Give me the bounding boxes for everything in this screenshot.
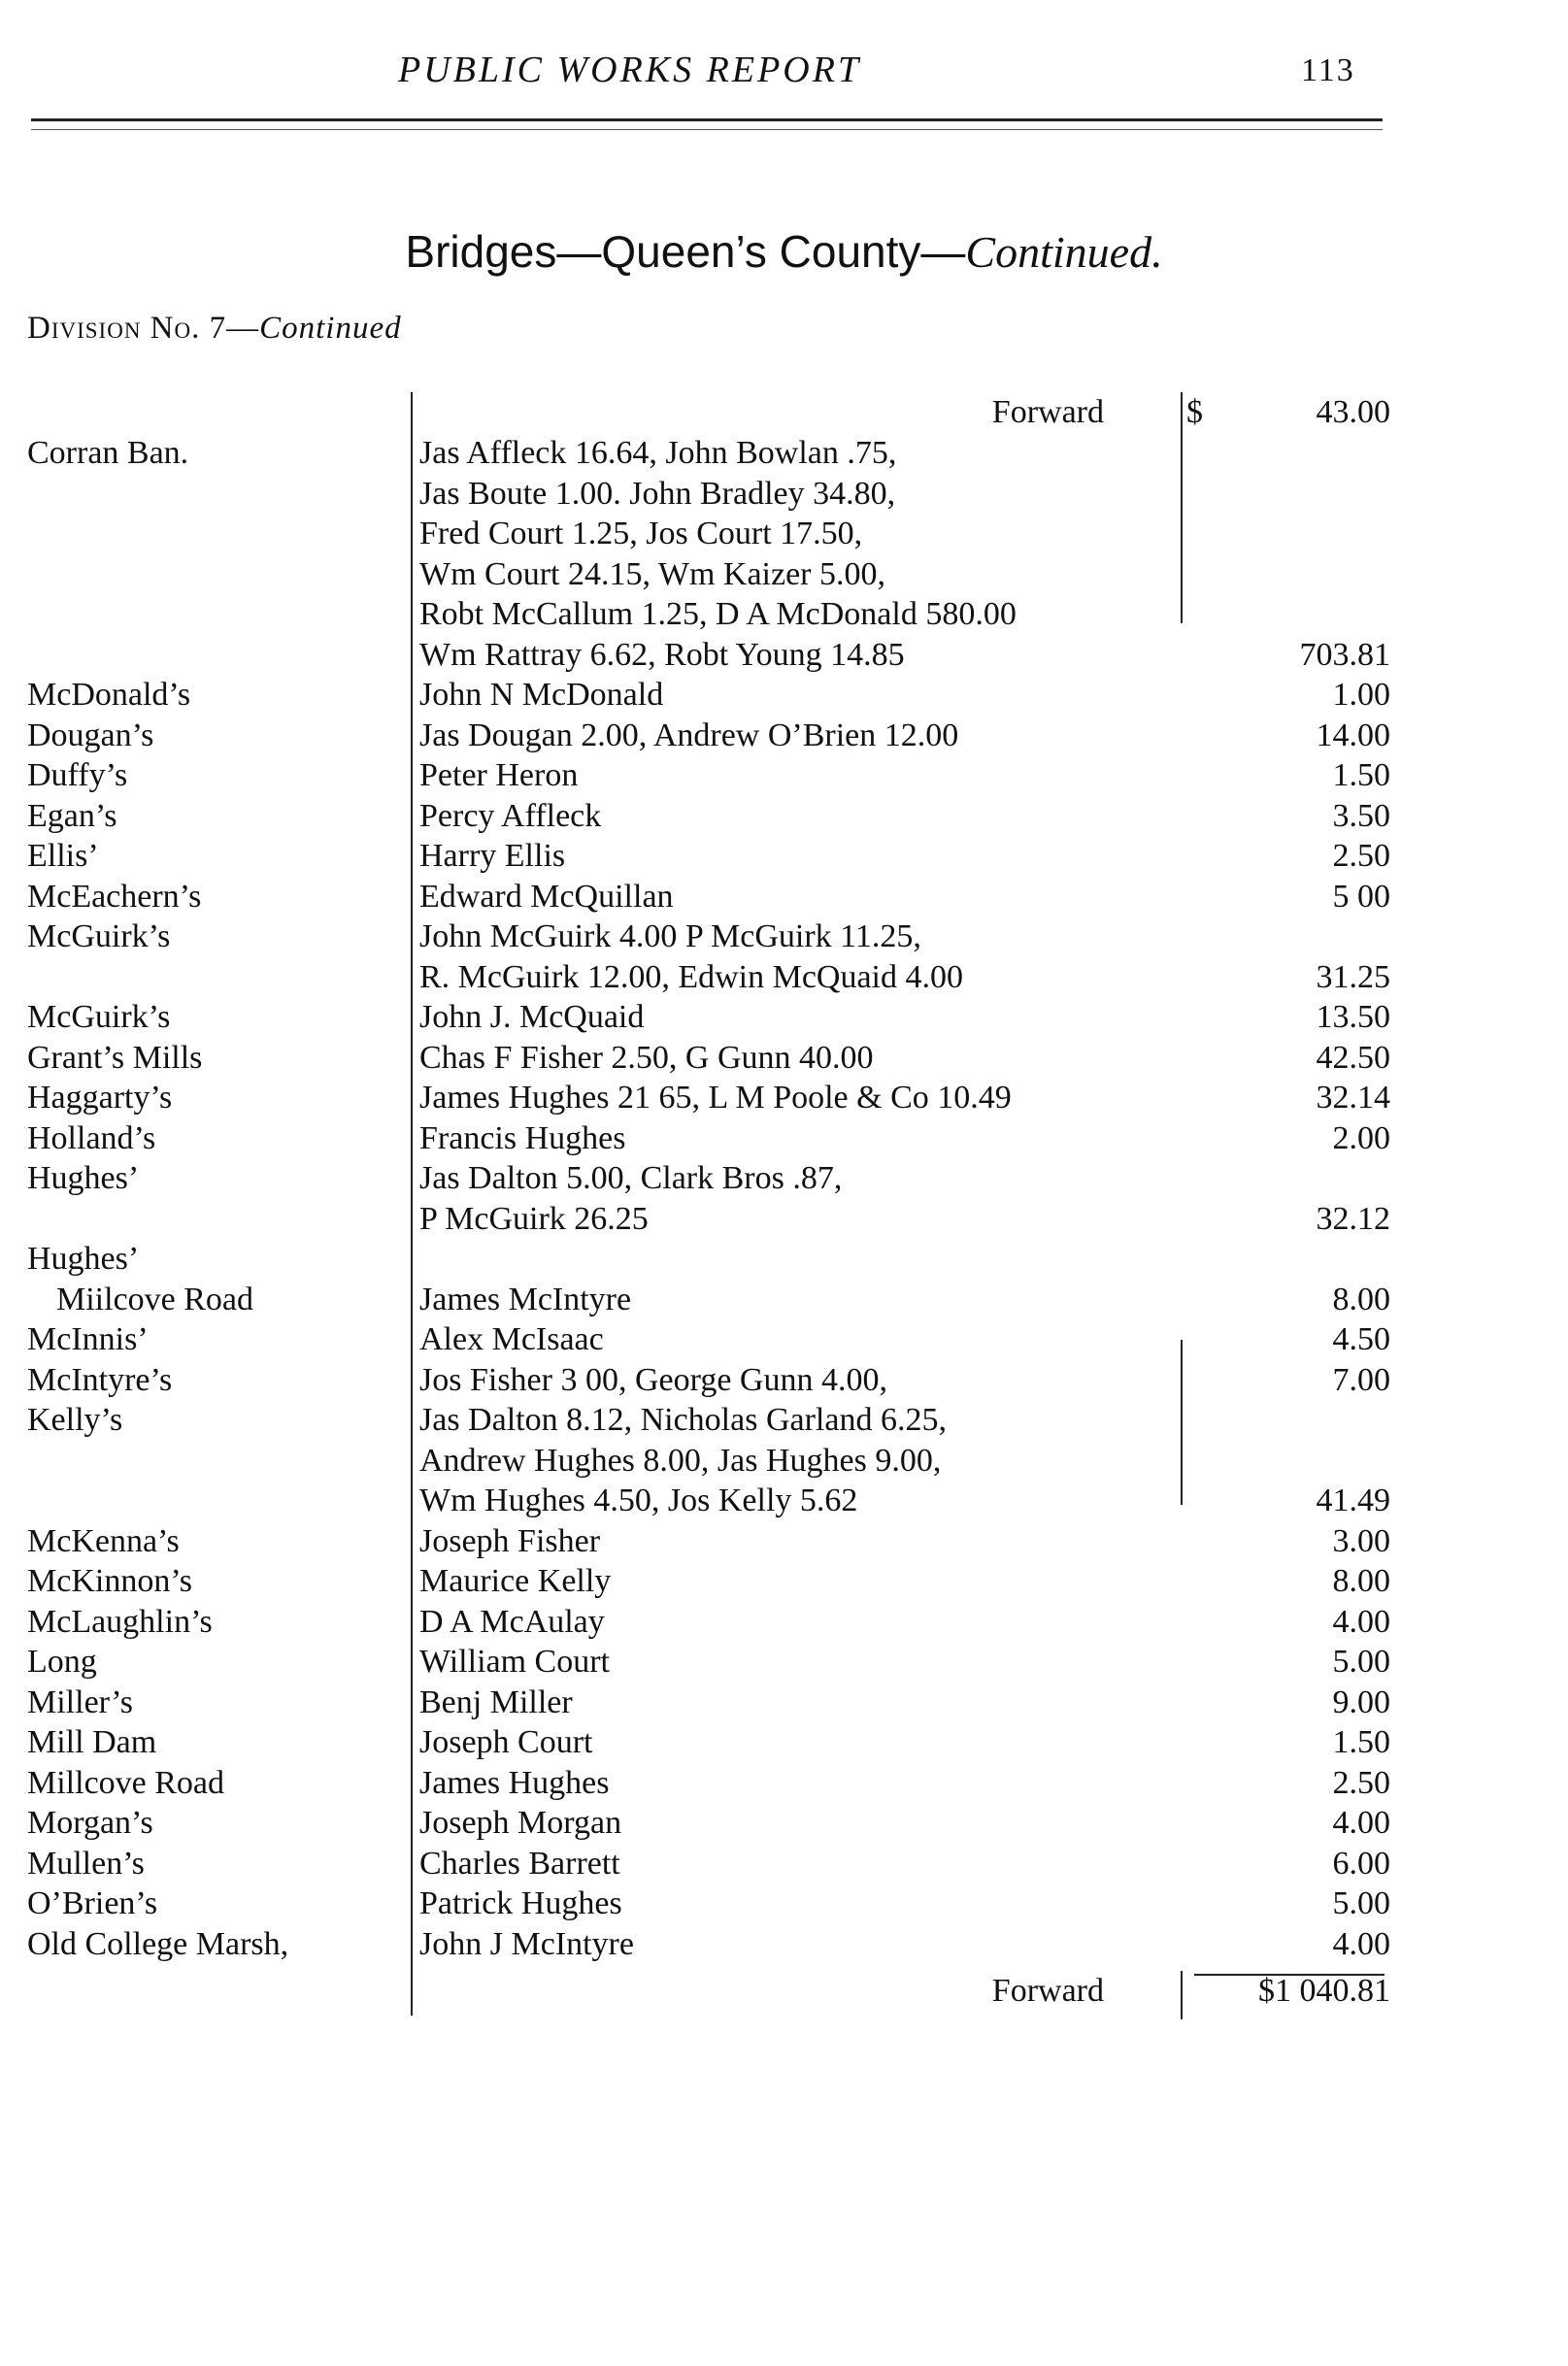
payee-list: Maurice Kelly (419, 1563, 612, 1599)
amount: 42.50 (1316, 1039, 1390, 1076)
place-name: McDonald’s (27, 677, 191, 713)
payee-list: Jos Fisher 3 00, George Gunn 4.00, (419, 1361, 887, 1398)
payee-list: Percy Affleck (419, 797, 602, 834)
payee-list: Chas F Fisher 2.50, G Gunn 40.00 (419, 1039, 874, 1076)
table-row (0, 916, 1568, 957)
forward-bottom-row (0, 1971, 1568, 2012)
payee-list: Wm Hughes 4.50, Jos Kelly 5.62 (419, 1483, 858, 1518)
amount: 31.25 (1316, 958, 1390, 995)
forward-top-label: Forward (991, 394, 1104, 430)
amount: 3.00 (1332, 1522, 1390, 1559)
amount: 2.00 (1332, 1119, 1390, 1156)
amount: 4.50 (1332, 1321, 1390, 1357)
table-row (0, 1078, 1568, 1118)
payee-list: John J McIntyre (419, 1925, 634, 1962)
section-title-main: Bridges—Queen’s County— (405, 226, 966, 277)
table-row (0, 1400, 1568, 1441)
table-row (0, 1319, 1568, 1360)
payee-list: Joseph Court (419, 1724, 593, 1760)
payee-list: Jas Boute 1.00. John Bradley 34.80, (419, 475, 896, 512)
table-row (0, 877, 1568, 917)
place-name: Miilcove Road (56, 1281, 254, 1317)
amount: 8.00 (1332, 1281, 1390, 1317)
table-row (0, 1561, 1568, 1602)
payee-list: Andrew Hughes 8.00, Jas Hughes 9.00, (419, 1442, 942, 1479)
payee-list: Jas Dalton 8.12, Nicholas Garland 6.25, (419, 1402, 947, 1438)
page-number: 113 (1301, 52, 1355, 88)
place-name: McKinnon’s (27, 1563, 192, 1599)
payee-list: R. McGuirk 12.00, Edwin McQuaid 4.00 (419, 958, 964, 995)
place-name: McGuirk’s (27, 918, 171, 954)
amount: 703.81 (1299, 636, 1390, 673)
place-name: Grant’s Mills (27, 1039, 203, 1076)
table-row (0, 675, 1568, 716)
place-name: McLaughlin’s (27, 1603, 213, 1640)
table-row (0, 836, 1568, 877)
table-row (0, 1521, 1568, 1562)
amount: 5 00 (1332, 878, 1390, 915)
amount: 2.50 (1332, 838, 1390, 874)
payee-list: Joseph Morgan (419, 1805, 622, 1841)
payee-list: John McGuirk 4.00 P McGuirk 11.25, (419, 918, 921, 954)
place-name: Hughes’ (27, 1241, 140, 1277)
amount: 4.00 (1332, 1805, 1390, 1841)
payee-list: P McGuirk 26.25 (419, 1200, 649, 1237)
place-name: Millcove Road (27, 1764, 225, 1801)
table-row (0, 1441, 1568, 1482)
payee-list: James Hughes (419, 1764, 610, 1801)
payee-list: John J. McQuaid (419, 999, 645, 1035)
place-name: McIntyre’s (27, 1361, 173, 1398)
division-heading (27, 311, 402, 347)
place-name: Morgan’s (27, 1805, 153, 1841)
table-row (0, 997, 1568, 1038)
payee-list: Peter Heron (419, 757, 579, 793)
place-name: McEachern’s (27, 878, 202, 915)
place-name: O’Brien’s (27, 1885, 158, 1921)
payee-list: Charles Barrett (419, 1845, 620, 1882)
table-row (0, 1158, 1568, 1199)
amount: 1.50 (1332, 1724, 1390, 1760)
table-row (0, 1602, 1568, 1643)
place-name: Corran Ban. (27, 435, 189, 471)
header-rule-thin (31, 129, 1383, 130)
amount: 13.50 (1316, 999, 1390, 1035)
amount: 3.50 (1332, 797, 1390, 834)
forward-top-row (0, 392, 1568, 433)
place-name: Mill Dam (27, 1724, 157, 1760)
table-row (0, 1683, 1568, 1723)
amount: 4.00 (1332, 1925, 1390, 1962)
place-name: Miller’s (27, 1683, 133, 1720)
payee-list: James McIntyre (419, 1281, 632, 1317)
payee-list: John N McDonald (419, 677, 664, 713)
amount: 32.14 (1316, 1080, 1390, 1116)
payee-list: Alex McIsaac (419, 1321, 604, 1357)
amount: 7.00 (1332, 1361, 1390, 1398)
table-row (0, 1199, 1568, 1240)
table-row (0, 1239, 1568, 1280)
amount: 2.50 (1332, 1764, 1390, 1801)
forward-top-dollar: $ (1186, 394, 1203, 430)
amount: 41.49 (1316, 1483, 1390, 1518)
table-row (0, 1883, 1568, 1924)
division-continued: Continued (259, 311, 402, 346)
forward-bottom-amount: $1 040.81 (1258, 1973, 1390, 2009)
table-row (0, 957, 1568, 998)
division-label: Division No. 7— (27, 311, 260, 346)
table-row (0, 1642, 1568, 1683)
payee-list: Francis Hughes (419, 1119, 626, 1156)
payee-list: Harry Ellis (419, 838, 566, 874)
place-name: McGuirk’s (27, 999, 171, 1035)
amount: 32.12 (1316, 1200, 1390, 1237)
table-row (0, 1803, 1568, 1844)
table-row (0, 554, 1568, 595)
payee-list: James Hughes 21 65, L M Poole & Co 10.49 (419, 1080, 1012, 1116)
payee-list: Jas Dalton 5.00, Clark Bros .87, (419, 1160, 843, 1196)
amount: 1.00 (1332, 677, 1390, 713)
place-name: Mullen’s (27, 1845, 145, 1882)
payee-list: D A McAulay (419, 1603, 605, 1640)
payee-list: Jas Dougan 2.00, Andrew O’Brien 12.00 (419, 716, 959, 753)
table-row (0, 474, 1568, 515)
table-row (0, 1481, 1568, 1521)
table-row (0, 1844, 1568, 1884)
place-name: Kelly’s (27, 1402, 123, 1438)
payee-list: Edward McQuillan (419, 878, 674, 915)
amount: 6.00 (1332, 1845, 1390, 1882)
payee-list: William Court (419, 1644, 610, 1680)
table-row (0, 635, 1568, 676)
place-name: Haggarty’s (27, 1080, 173, 1116)
payee-list: Wm Rattray 6.62, Robt Young 14.85 (419, 636, 905, 673)
amount: 5.00 (1332, 1644, 1390, 1680)
header-rule (31, 118, 1383, 121)
payee-list: Benj Miller (419, 1683, 573, 1720)
amount: 5.00 (1332, 1885, 1390, 1921)
running-title: PUBLIC WORKS REPORT (398, 50, 862, 90)
table-row (0, 1722, 1568, 1763)
section-title (0, 225, 1568, 278)
place-name: Egan’s (27, 797, 117, 834)
place-name: Hughes’ (27, 1160, 140, 1196)
table-row (0, 594, 1568, 635)
place-name: Long (27, 1644, 97, 1680)
table-row (0, 433, 1568, 474)
payee-list: Joseph Fisher (419, 1522, 601, 1559)
table-row (0, 1360, 1568, 1401)
amount: 9.00 (1332, 1683, 1390, 1720)
forward-bottom-label: Forward (991, 1973, 1104, 2009)
table-row (0, 1763, 1568, 1804)
amount: 4.00 (1332, 1603, 1390, 1640)
forward-top-amount: 43.00 (1316, 394, 1390, 430)
table-row (0, 514, 1568, 554)
table-row (0, 1038, 1568, 1079)
table-row (0, 1924, 1568, 1965)
payee-list: Jas Affleck 16.64, John Bowlan .75, (419, 435, 897, 471)
amount: 8.00 (1332, 1563, 1390, 1599)
table-row (0, 1280, 1568, 1320)
running-header (0, 49, 1568, 97)
place-name: Ellis’ (27, 838, 99, 874)
table-row (0, 716, 1568, 756)
table-row (0, 796, 1568, 837)
payee-list: Fred Court 1.25, Jos Court 17.50, (419, 516, 863, 551)
section-title-continued: Continued. (965, 227, 1163, 277)
table-row (0, 755, 1568, 796)
place-name: Dougan’s (27, 716, 154, 753)
place-name: Duffy’s (27, 757, 128, 793)
amount: 14.00 (1316, 716, 1390, 753)
payee-list: Wm Court 24.15, Wm Kaizer 5.00, (419, 555, 886, 592)
place-name: Holland’s (27, 1119, 156, 1156)
place-name: McInnis’ (27, 1321, 149, 1357)
payee-list: Robt McCallum 1.25, D A McDonald 580.00 (419, 596, 1017, 632)
payee-list: Patrick Hughes (419, 1885, 622, 1921)
amount: 1.50 (1332, 757, 1390, 793)
place-name: McKenna’s (27, 1522, 180, 1559)
table-row (0, 1118, 1568, 1159)
place-name: Old College Marsh, (27, 1925, 289, 1962)
